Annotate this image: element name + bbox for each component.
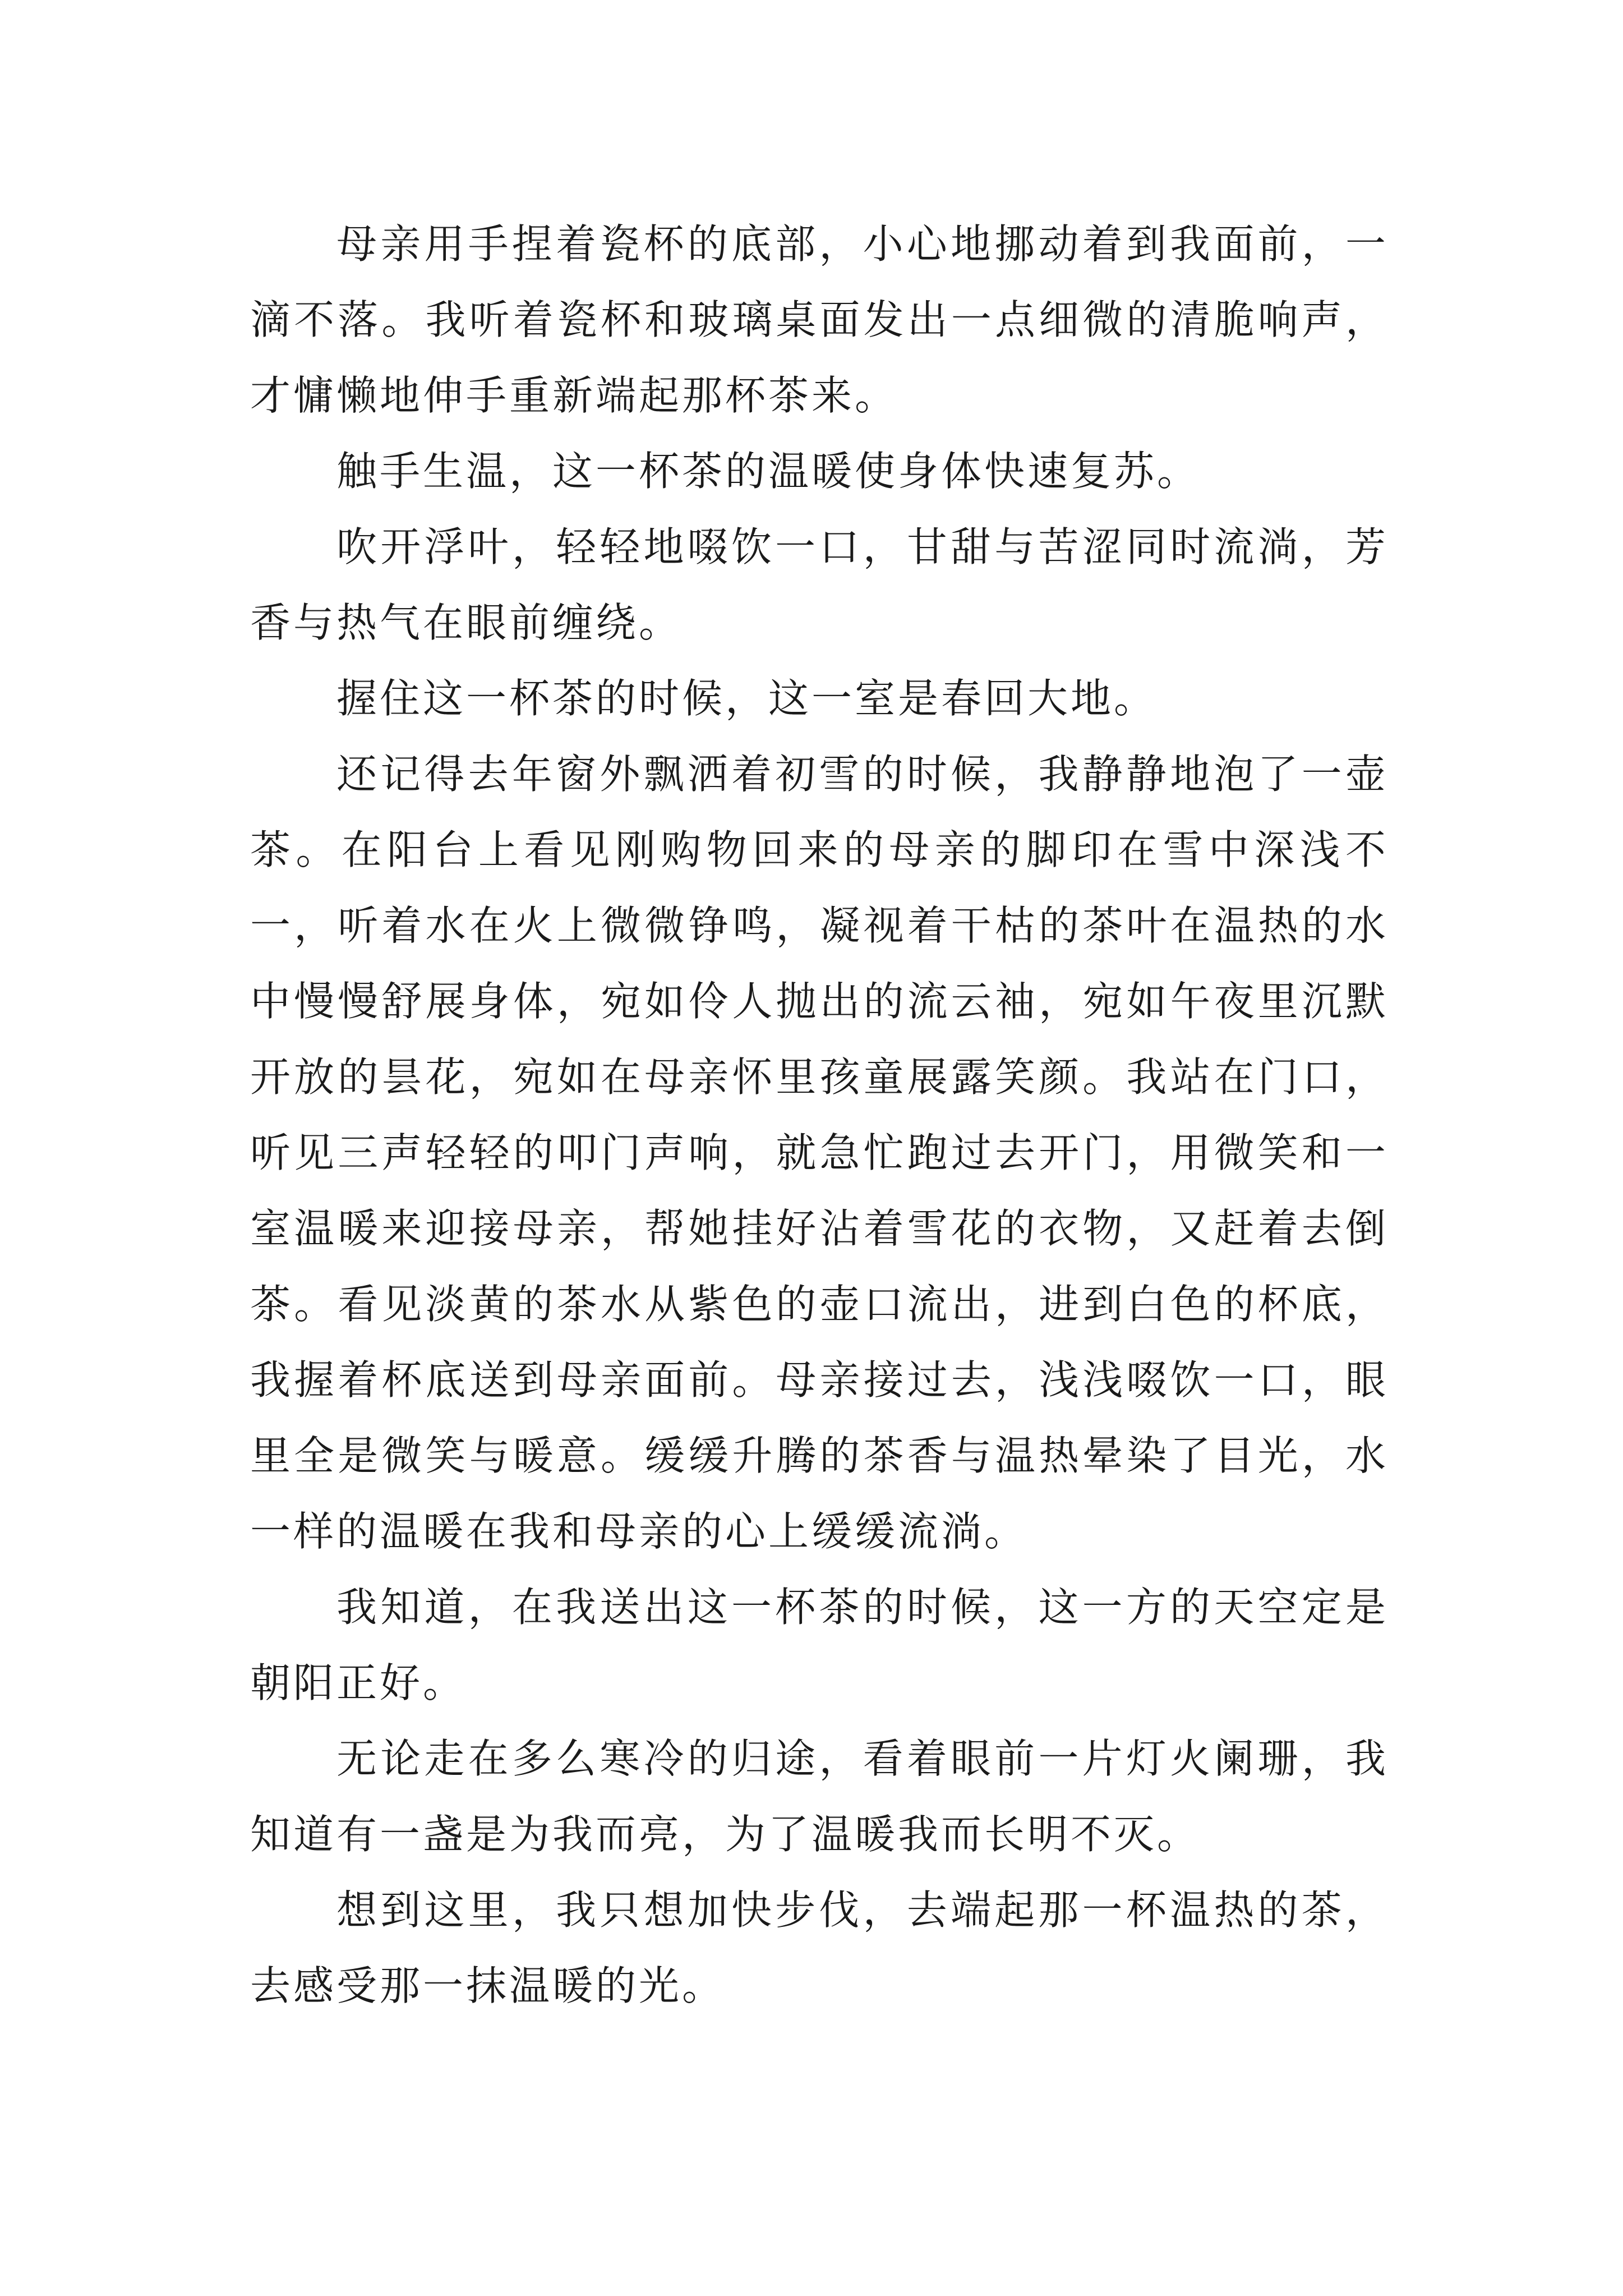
paragraph: 无论走在多么寒冷的归途，看着眼前一片灯火阑珊，我知道有一盏是为我而亮，为了温暖我而长明不灭。	[250, 1735, 1389, 1858]
paragraph: 想到这里，我只想加快步伐，去端起那一杯温热的茶，去感受那一抹温暖的光。	[250, 1887, 1389, 2009]
paragraph: 母亲用手捏着瓷杯的底部，小心地挪动着到我面前，一滴不落。我听着瓷杯和玻璃桌面发出一点细微的清脆响声，才慵懒地伸手重新端起那杯茶来。	[250, 220, 1389, 419]
paragraph: 触手生温，这一杯茶的温暖使身体快速复苏。	[336, 448, 1201, 495]
paragraph: 吹开浮叶，轻轻地啜饮一口，甘甜与苦涩同时流淌，芳香与热气在眼前缠绕。	[250, 523, 1389, 646]
paragraph: 我知道，在我送出这一杯茶的时候，这一方的天空定是朝阳正好。	[250, 1584, 1389, 1706]
paragraph: 握住这一杯茶的时候，这一室是春回大地。	[336, 675, 1158, 722]
document-body	[250, 206, 1389, 2024]
paragraph: 还记得去年窗外飘洒着初雪的时候，我静静地泡了一壶茶。在阳台上看见刚购物回来的母亲的脚印在雪中深浅不一，听着水在火上微微铮鸣，凝视着干枯的茶叶在温热的水中慢慢舒展身体，宛如伶人抛出的流云袖，宛如午夜里沉默开放的昙花，宛如在母亲怀里孩童展露笑颜。我站在门口，听见三声轻轻的叩门声响，就急忙跑过去开门，用微笑和一室温暖来迎接母亲，帮她挂好沾着雪花的衣物，又赶着去倒茶。看见淡黄的茶水从紫色的壶口流出，进到白色的杯底，我握着杯底送到母亲面前。母亲接过去，浅浅啜饮一口，眼里全是微笑与暖意。缓缓升腾的茶香与温热晕染了目光，水一样的温暖在我和母亲的心上缓缓流淌。	[250, 751, 1389, 1555]
